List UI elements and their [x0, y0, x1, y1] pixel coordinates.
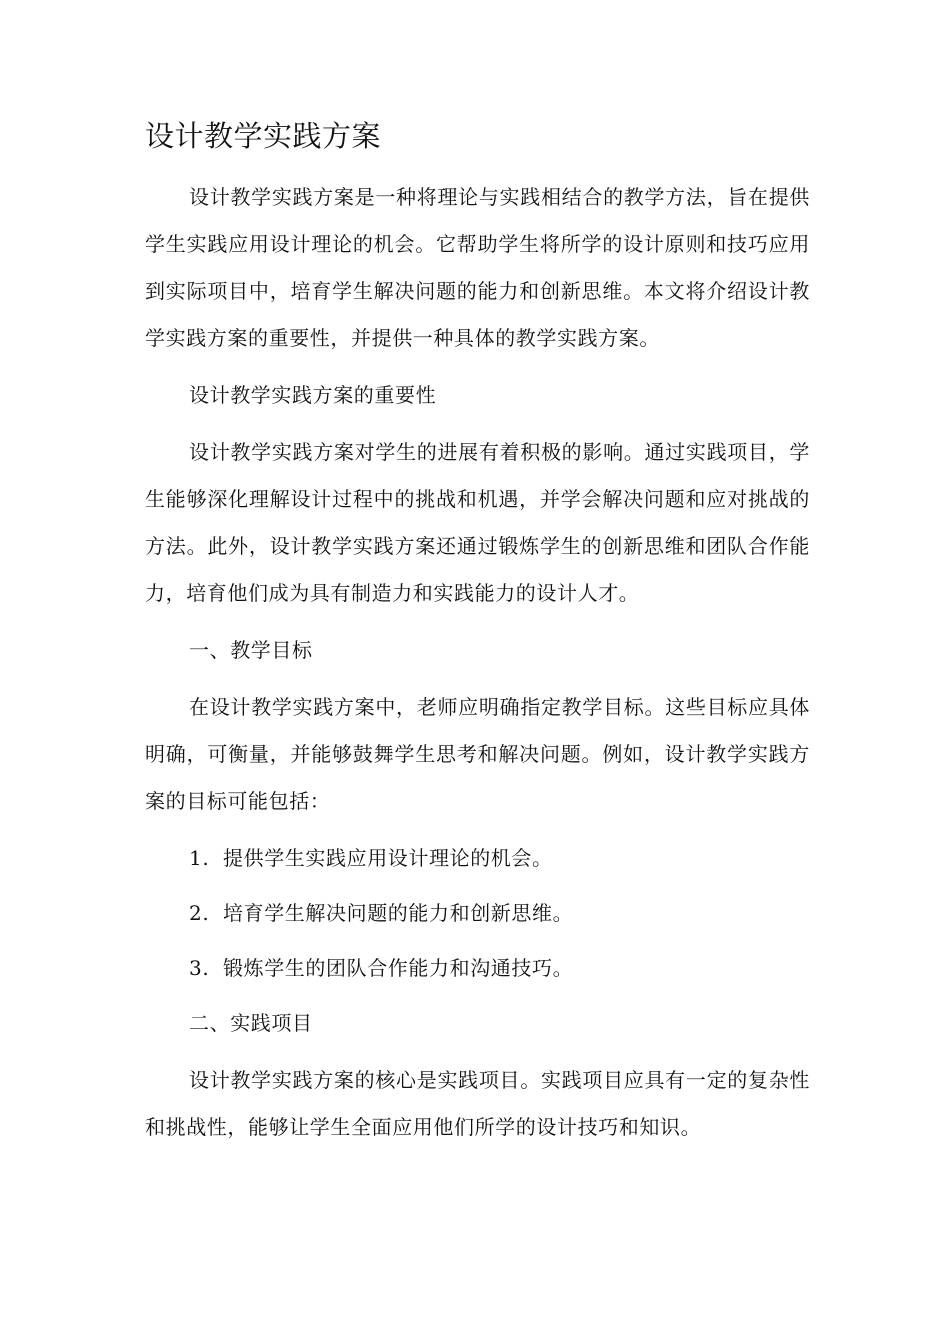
document-body	[145, 112, 810, 1161]
teaching-goals-paragraph: 在设计教学实践方案中，老师应明确指定教学目标。这些目标应具体明确，可衡量，并能够鼓舞学生思考和解决问题。例如，设计教学实践方案的目标可能包括：	[145, 695, 810, 813]
importance-heading: 设计教学实践方案的重要性	[189, 383, 437, 407]
section-heading-practice-project: 二、实践项目	[189, 1011, 313, 1035]
document-title: 设计教学实践方案	[145, 119, 382, 153]
list-item	[145, 945, 810, 992]
importance-paragraph: 设计教学实践方案对学生的进展有着积极的影响。通过实践项目，学生能够深化理解设计过程中的挑战和机遇，并学会解决问题和应对挑战的方法。此外，设计教学实践方案还通过锻炼学生的创新思维和团队合作能力，培育他们成为具有制造力和实践能力的设计人才。	[145, 440, 810, 605]
list-item-text: 提供学生实践应用设计理论的机会。	[223, 846, 553, 870]
list-item-number: 3.	[189, 956, 210, 980]
intro-paragraph: 设计教学实践方案是一种将理论与实践相结合的教学方法，旨在提供学生实践应用设计理论的机会。它帮助学生将所学的设计原则和技巧应用到实际项目中，培育学生解决问题的能力和创新思维。本文将介绍设计教学实践方案的重要性，并提供一种具体的教学实践方案。	[145, 185, 810, 350]
section-heading-teaching-goals: 一、教学目标	[189, 638, 313, 662]
list-item-text: 锻炼学生的团队合作能力和沟通技巧。	[223, 956, 574, 980]
goals-list	[145, 835, 810, 992]
list-item-text: 培育学生解决问题的能力和创新思维。	[223, 901, 574, 925]
list-item-number: 2.	[189, 901, 210, 925]
list-item-number: 1.	[189, 846, 210, 870]
list-item	[145, 890, 810, 937]
list-item	[145, 835, 810, 882]
practice-project-paragraph: 设计教学实践方案的核心是实践项目。实践项目应具有一定的复杂性和挑战性，能够让学生全面应用他们所学的设计技巧和知识。	[145, 1068, 810, 1139]
